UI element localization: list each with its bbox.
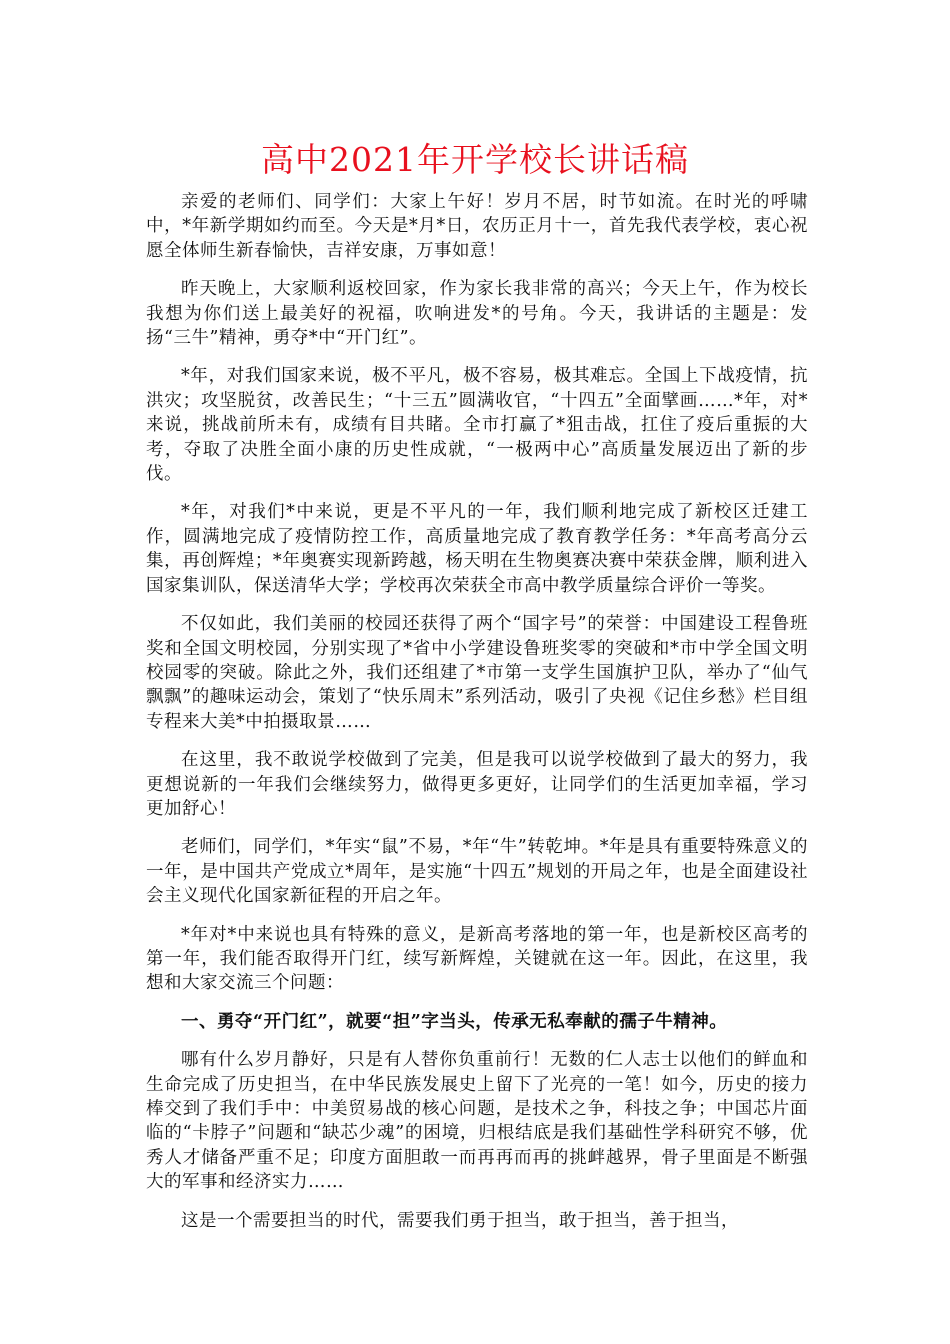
paragraph-school-year: *年，对我们*中来说，更是不平凡的一年，我们顺利地完成了新校区迁建工作，圆满地完成了疫情防控工作，高质量地完成了教育教学任务：*年高考高分云集，再创辉煌；*年奥赛实现新跨越，杨天明在生物奥赛决赛中荣获金牌，顺利进入国家集训队，保送清华大学；学校再次荣获全市高中教学质量综合评价一等奖。 xyxy=(146,502,808,596)
paragraph-history: 哪有什么岁月静好，只是有人替你负重前行！无数的仁人志士以他们的鲜血和生命完成了历史担当，在中华民族发展史上留下了光亮的一笔！如今，历史的接力棒交到了我们手中：中美贸易战的核心问题，是技术之争，科技之争；中国芯片面临的“卡脖子”问题和“缺芯少魂”的困境，归根结底是我们基础性学科研究不够，优秀人才储备严重不足；印度方面胆敢一而再再而再的挑衅越界，骨子里面是不断强大的军事和经济实力…… xyxy=(146,1050,808,1193)
document-title: 高中2021年开学校长讲话稿 xyxy=(261,140,689,179)
paragraph-responsibility: 这是一个需要担当的时代，需要我们勇于担当，敢于担当，善于担当， xyxy=(181,1210,739,1231)
paragraph-three-questions: *年对*中来说也具有特殊的意义，是新高考落地的第一年，也是新校区高考的第一年，我们能否取得开门红，续写新辉煌，关键就在这一年。因此，在这里，我想和大家交流三个问题： xyxy=(146,924,808,994)
paragraph-new-year: 老师们，同学们，*年实“鼠”不易，*年“牛”转乾坤。*年是具有重要特殊意义的一年，是中国共产党成立*周年，是实施“十四五”规划的开局之年，也是全面建设社会主义现代化国家新征程的开启之年。 xyxy=(146,837,808,907)
paragraph-greeting: 亲爱的老师们、同学们：大家上午好！岁月不居，时节如流。在时光的呼啸中，*年新学期如约而至。今天是*月*日，农历正月十一，首先我代表学校，衷心祝愿全体师生新春愉快，吉祥安康，万事如意！ xyxy=(146,192,808,261)
document-body xyxy=(146,190,808,1247)
paragraph-effort: 在这里，我不敢说学校做到了完美，但是我可以说学校做到了最大的努力，我更想说新的一年我们会继续努力，做得更多更好，让同学们的生活更加幸福，学习更加舒心！ xyxy=(146,750,808,819)
paragraph-national-year: *年，对我们国家来说，极不平凡，极不容易，极其难忘。全国上下战疫情，抗洪灾；攻坚脱贫，改善民生；“十三五”圆满收官，“十四五”全面擘画……*年，对*来说，挑战前所未有，成绩有目共睹。全市打赢了*狙击战，扛住了疫后重振的大考，夺取了决胜全面小康的历史性成就，“一极两中心”高质量发展迈出了新的步伐。 xyxy=(146,366,808,485)
paragraph-honors: 不仅如此，我们美丽的校园还获得了两个“国字号”的荣誉：中国建设工程鲁班奖和全国文明校园，分别实现了*省中小学建设鲁班奖零的突破和*市中学全国文明校园零的突破。除此之外，我们还组建了*市第一支学生国旗护卫队，举办了“仙气飘飘”的趣味运动会，策划了“快乐周末”系列活动，吸引了央视《记住乡愁》栏目组专程来大美*中拍摄取景…… xyxy=(146,614,808,732)
paragraph-theme: 昨天晚上，大家顺利返校回家，作为家长我非常的高兴；今天上午，作为校长我想为你们送上最美好的祝福，吹响进发*的号角。今天，我讲话的主题是：发扬“三牛”精神，勇夺*中“开门红”。 xyxy=(146,279,808,349)
section-heading-one: 一、勇夺“开门红”，就要“担”字当头，传承无私奉献的孺子牛精神。 xyxy=(181,1011,728,1032)
